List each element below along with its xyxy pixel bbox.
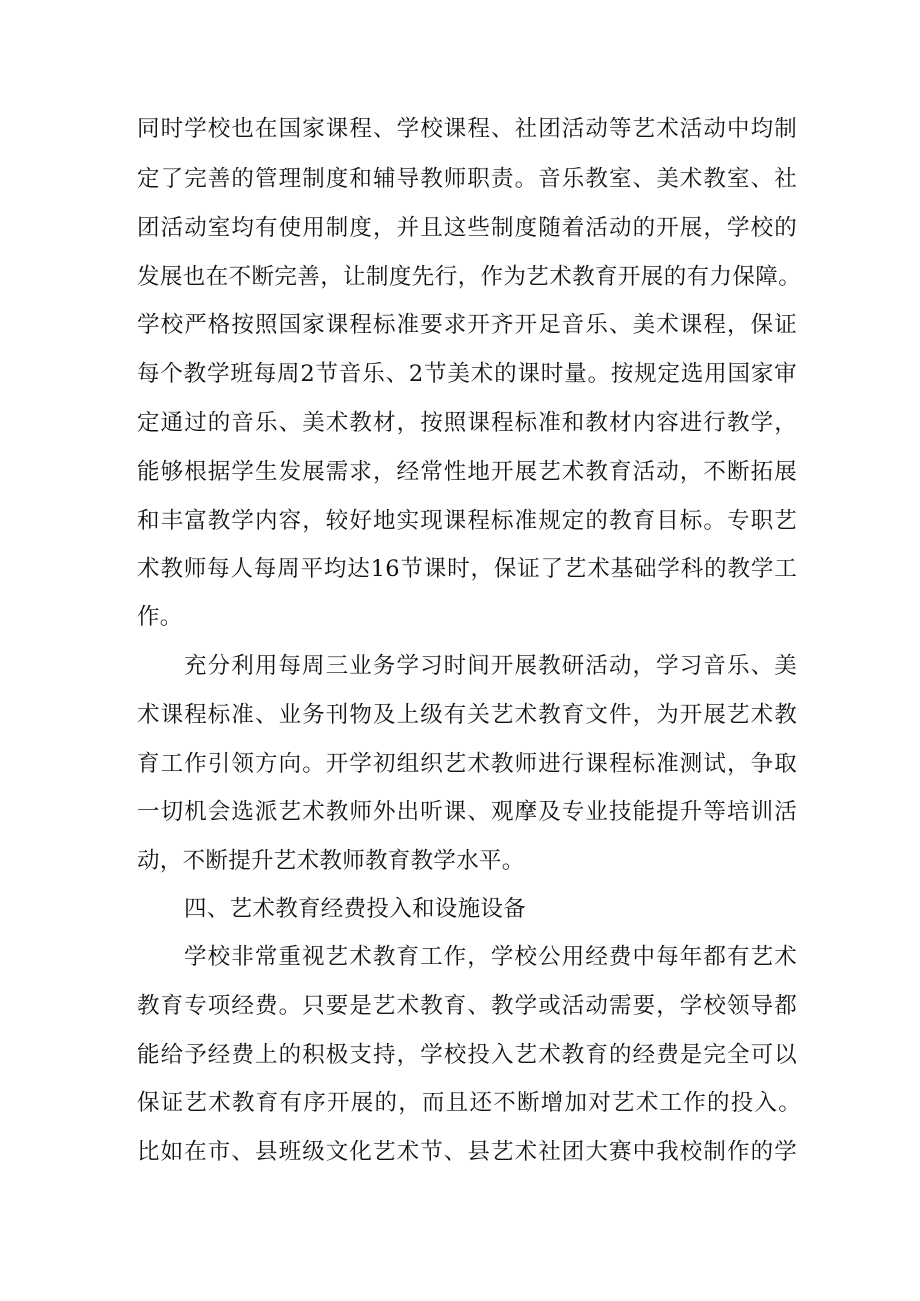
text-line: 学校严格按照国家课程标准要求开齐开足音乐、美术课程，保证 (137, 312, 797, 338)
text-line: 术课程标准、业务刊物及上级有关艺术教育文件，为开展艺术教 (137, 702, 797, 728)
text-line: 能给予经费上的积极支持，学校投入艺术教育的经费是完全可以 (137, 1042, 797, 1068)
text-line: 定通过的音乐、美术教材，按照课程标准和教材内容进行教学， (137, 410, 797, 436)
paragraph-first-line: 充分利用每周三业务学习时间开展教研活动，学习音乐、美 (184, 653, 797, 679)
text-line: 术教师每人每周平均达16节课时，保证了艺术基础学科的教学工 (137, 556, 797, 582)
text-line: 发展也在不断完善，让制度先行，作为艺术教育开展的有力保障。 (137, 264, 801, 290)
text-line: 比如在市、县班级文化艺术节、县艺术社团大赛中我校制作的学 (137, 1139, 797, 1165)
text-line: 每个教学班每周2节音乐、2节美术的课时量。按规定选用国家审 (137, 361, 797, 387)
text-line: 教育专项经费。只要是艺术教育、教学或活动需要，学校领导都 (137, 993, 797, 1019)
text-line: 同时学校也在国家课程、学校课程、社团活动等艺术活动中均制 (137, 116, 797, 142)
text-line: 作。 (137, 604, 183, 630)
text-line: 动，不断提升艺术教师教育教学水平。 (137, 848, 525, 874)
section-heading: 四、艺术教育经费投入和设施设备 (184, 896, 527, 922)
text-line: 定了完善的管理制度和辅导教师职责。音乐教室、美术教室、社 (137, 166, 797, 192)
text-line: 和丰富教学内容，较好地实现课程标准规定的教育目标。专职艺 (137, 508, 797, 534)
text-line: 团活动室均有使用制度，并且这些制度随着活动的开展，学校的 (137, 215, 797, 241)
text-line: 一切机会选派艺术教师外出听课、观摩及专业技能提升等培训活 (137, 799, 797, 825)
text-line: 保证艺术教育有序开展的，而且还不断增加对艺术工作的投入。 (137, 1090, 801, 1116)
text-line: 育工作引领方向。开学初组织艺术教师进行课程标准测试，争取 (137, 751, 797, 777)
text-line: 能够根据学生发展需求，经常性地开展艺术教育活动，不断拓展 (137, 459, 797, 485)
paragraph-first-line: 学校非常重视艺术教育工作，学校公用经费中每年都有艺术 (184, 944, 797, 970)
